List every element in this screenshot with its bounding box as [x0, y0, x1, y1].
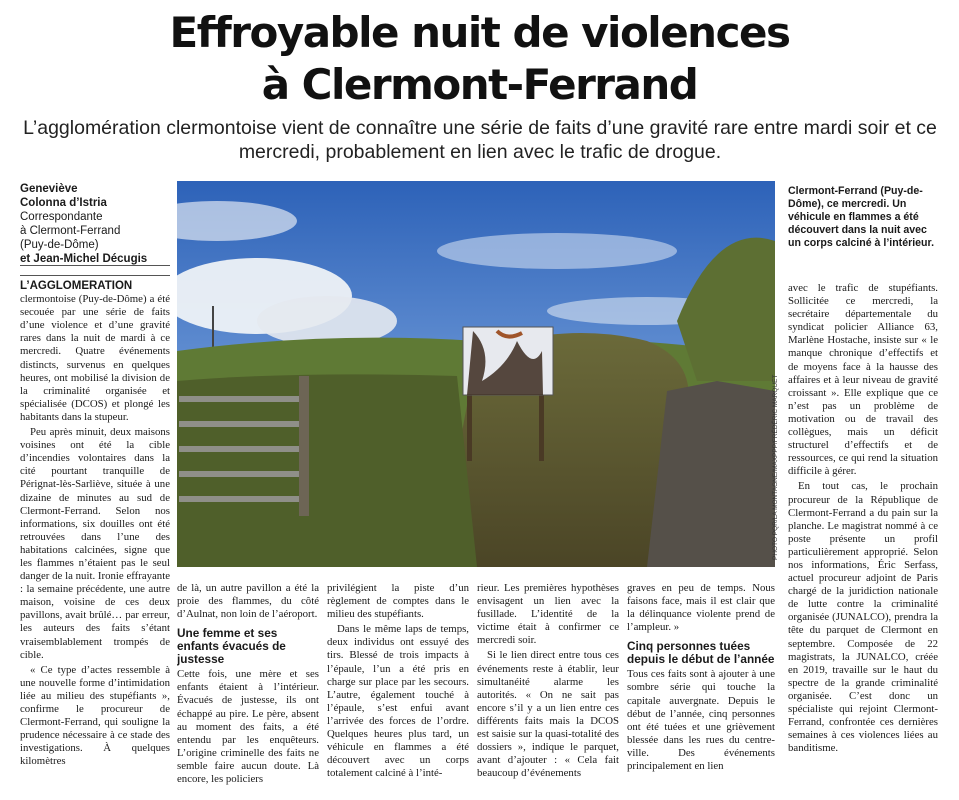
- gate-bar: [179, 496, 305, 502]
- sign-post: [467, 391, 472, 461]
- column-6: [788, 282, 938, 787]
- author-1-first: Geneviève: [20, 183, 78, 195]
- gate-post: [299, 376, 309, 516]
- subheading: Cinq personnes tuées depuis le début de l’année: [627, 639, 775, 667]
- column-3: [327, 582, 469, 787]
- article-photo: [177, 181, 775, 567]
- author-role-2: à Clermont-Ferrand: [20, 225, 121, 237]
- paragraph: de là, un autre pavillon a été la proie des flammes, du côté d’Aulnat, non loin de l’aéroport.: [177, 582, 319, 621]
- cloud: [437, 233, 677, 269]
- gate-bar: [179, 396, 305, 402]
- standfirst: L’agglomération clermontoise vient de connaître une série de faits d’une gravité rare entre mardi soir et ce mercredi, probablement en lien avec le trafic de drogue.: [23, 117, 937, 163]
- paragraph: rieur. Les premières hypothèses envisagent un lien avec la fusillade. L’identité de la victime était à confirmer ce mercredi soir.: [477, 582, 619, 647]
- paragraph: avec le trafic de stupéfiants. Sollicitée ce mercredi, la secrétaire départementale du syndicat policier Alliance 63, Marlène Hostache, insiste sur « le manque chronique d’effectifs et de moyens face à la hausse des affaires et à leur niveau de gravité croissant ». Elle explique que ce n’est pas un problème de motivation ou de travail des collègues, mais un déficit structurel d’effectifs et de ressources, ce qui rend la situation difficile à gérer.: [788, 282, 938, 478]
- subheading: Une femme et ses enfants évacués de justesse: [177, 626, 286, 667]
- column-2: [177, 582, 319, 787]
- gate-bar: [179, 421, 305, 427]
- column-5: [627, 582, 775, 787]
- grass: [177, 374, 477, 567]
- paragraph: Si le lien direct entre tous ces événements reste à établir, leur simultanéité alarme les autorités. « On ne sait pas encore s’il y a un lien entre ces différents faits mais la DCOS est saisie sur la quasi-totalité des dossiers », indique le parquet, avant d’ajouter : « Cela fait beaucoup d’événements: [477, 649, 619, 780]
- author-2: et Jean-Michel Décugis: [20, 253, 148, 265]
- byline: [20, 182, 170, 266]
- gate-bar: [179, 446, 305, 452]
- paragraph: graves en peu de temps. Nous faisons face, mais il est clair que la délinquance violente prend de l’ampleur. »: [627, 582, 775, 634]
- road: [647, 381, 775, 567]
- paragraph: clermontoise (Puy-de-Dôme) a été secouée par une série de faits d’une violence et d’une gravité rares dans la nuit de mardi à ce mercredi. Quatre événements distincts, survenus en quelques heures, ont mobilisé la division de la criminalité organisée et spécialisée (DCOS) et plongé les habitants dans la stupeur.: [20, 293, 170, 423]
- column-1: [20, 280, 170, 785]
- paragraph: Peu après minuit, deux maisons voisines ont été la cible d’incendies volontaires dans la cité pourtant tranquille de Pérignat-lès-Sarliève, située à une dizaine de minutes au sud de Clermont-Ferrand. Selon nos informations, six douilles ont été retrouvées dans l’une des habitations calcinées, signe que les flammes n’étaient pas le seul danger de la nuit. Ironie effrayante : la semaine précédente, une autre maison, voisine de ces deux pavillons, avait brûlé… par erreur, les auteurs des faits s’étant vraisemblablement trompés de cible.: [20, 426, 170, 661]
- paragraph: « Ce type d’actes ressemble à une nouvelle forme d’intimidation liée au milieu des stupéfiants », confirme le procureur de Clermont-Ferrand, qui souligne la prudence nécessaire à ce stade des investigations. À quelques kilomètres: [20, 663, 170, 768]
- headline-line-1: Effroyable nuit de violences: [169, 8, 790, 57]
- column-4: [477, 582, 619, 787]
- sign-post: [539, 391, 544, 461]
- photo-caption: Clermont-Ferrand (Puy-de-Dôme), ce mercredi. Un véhicule en flammes a été découvert dans la nuit avec un corps calciné à l’intérieur.: [788, 185, 935, 249]
- author-role-1: Correspondante: [20, 211, 103, 223]
- author-1-last: Colonna d’Istria: [20, 197, 107, 209]
- paragraph: En tout cas, le prochain procureur de la République de Clermont-Ferrand a du pain sur la planche. Le magistrat nommé à ce poste présente un profil particulièrement approprié. Selon nos informations, Éric Serfass, actuel procureur adjoint de Paris chargé de la juridiction nationale de lutte contre la criminalité organisée (JUNALCO), prendra la tête du parquet de Clermont en septembre. Composée de 22 magistrats, la JUNALCO, créée en 2019, travaille sur le haut du spectre de la grande criminalité organisée. C’est donc un spécialiste qui rejoint Clermont-Ferrand, confrontée ces dernières semaines à ces violences liées au banditisme.: [788, 480, 938, 755]
- author-role-3: (Puy-de-Dôme): [20, 239, 99, 251]
- paragraph: Cette fois, une mère et ses enfants étaient à l’intérieur. Évacués de justesse, ils ont échappé au pire. Le père, absent au moment des faits, a été entendu par les enquêteurs. L’origine criminelle des faits ne semble faire aucun doute. Là encore, les policiers: [177, 668, 319, 786]
- lead-word: L’AGGLOMÉRATION: [20, 280, 133, 292]
- photo-credit: PHOTO PQR/LA MONTAGNE/MAXPPP/FRÉDÉRIC MARQUET: [772, 374, 779, 560]
- gate-bar: [179, 471, 305, 477]
- byline-rule: [20, 265, 170, 266]
- paragraph: privilégient la piste d’un règlement de comptes dans le milieu des stupéfiants.: [327, 582, 469, 621]
- byline-rule-2: [20, 275, 170, 276]
- paragraph: Dans le même laps de temps, deux individus ont essuyé des tirs. Blessé de trois impacts à l’épaule, l’un a été pris en charge sur place par les secours. L’autre, également touché à l’épaule, s’est enfui avant l’arrivée des forces de l’ordre. Quelques heures plus tard, un véhicule en flammes a été découvert avec un corps totalement calciné à l’inté-: [327, 623, 469, 780]
- headline-line-2: à Clermont-Ferrand: [261, 60, 698, 109]
- paragraph: Tous ces faits sont à ajouter à une sombre série qui touche la capitale auvergnate. Depuis le début de l’année, cinq personnes ont été tuées et une grièvement blessée dans les rues du centre-ville. Des événements principalement en lien: [627, 668, 775, 773]
